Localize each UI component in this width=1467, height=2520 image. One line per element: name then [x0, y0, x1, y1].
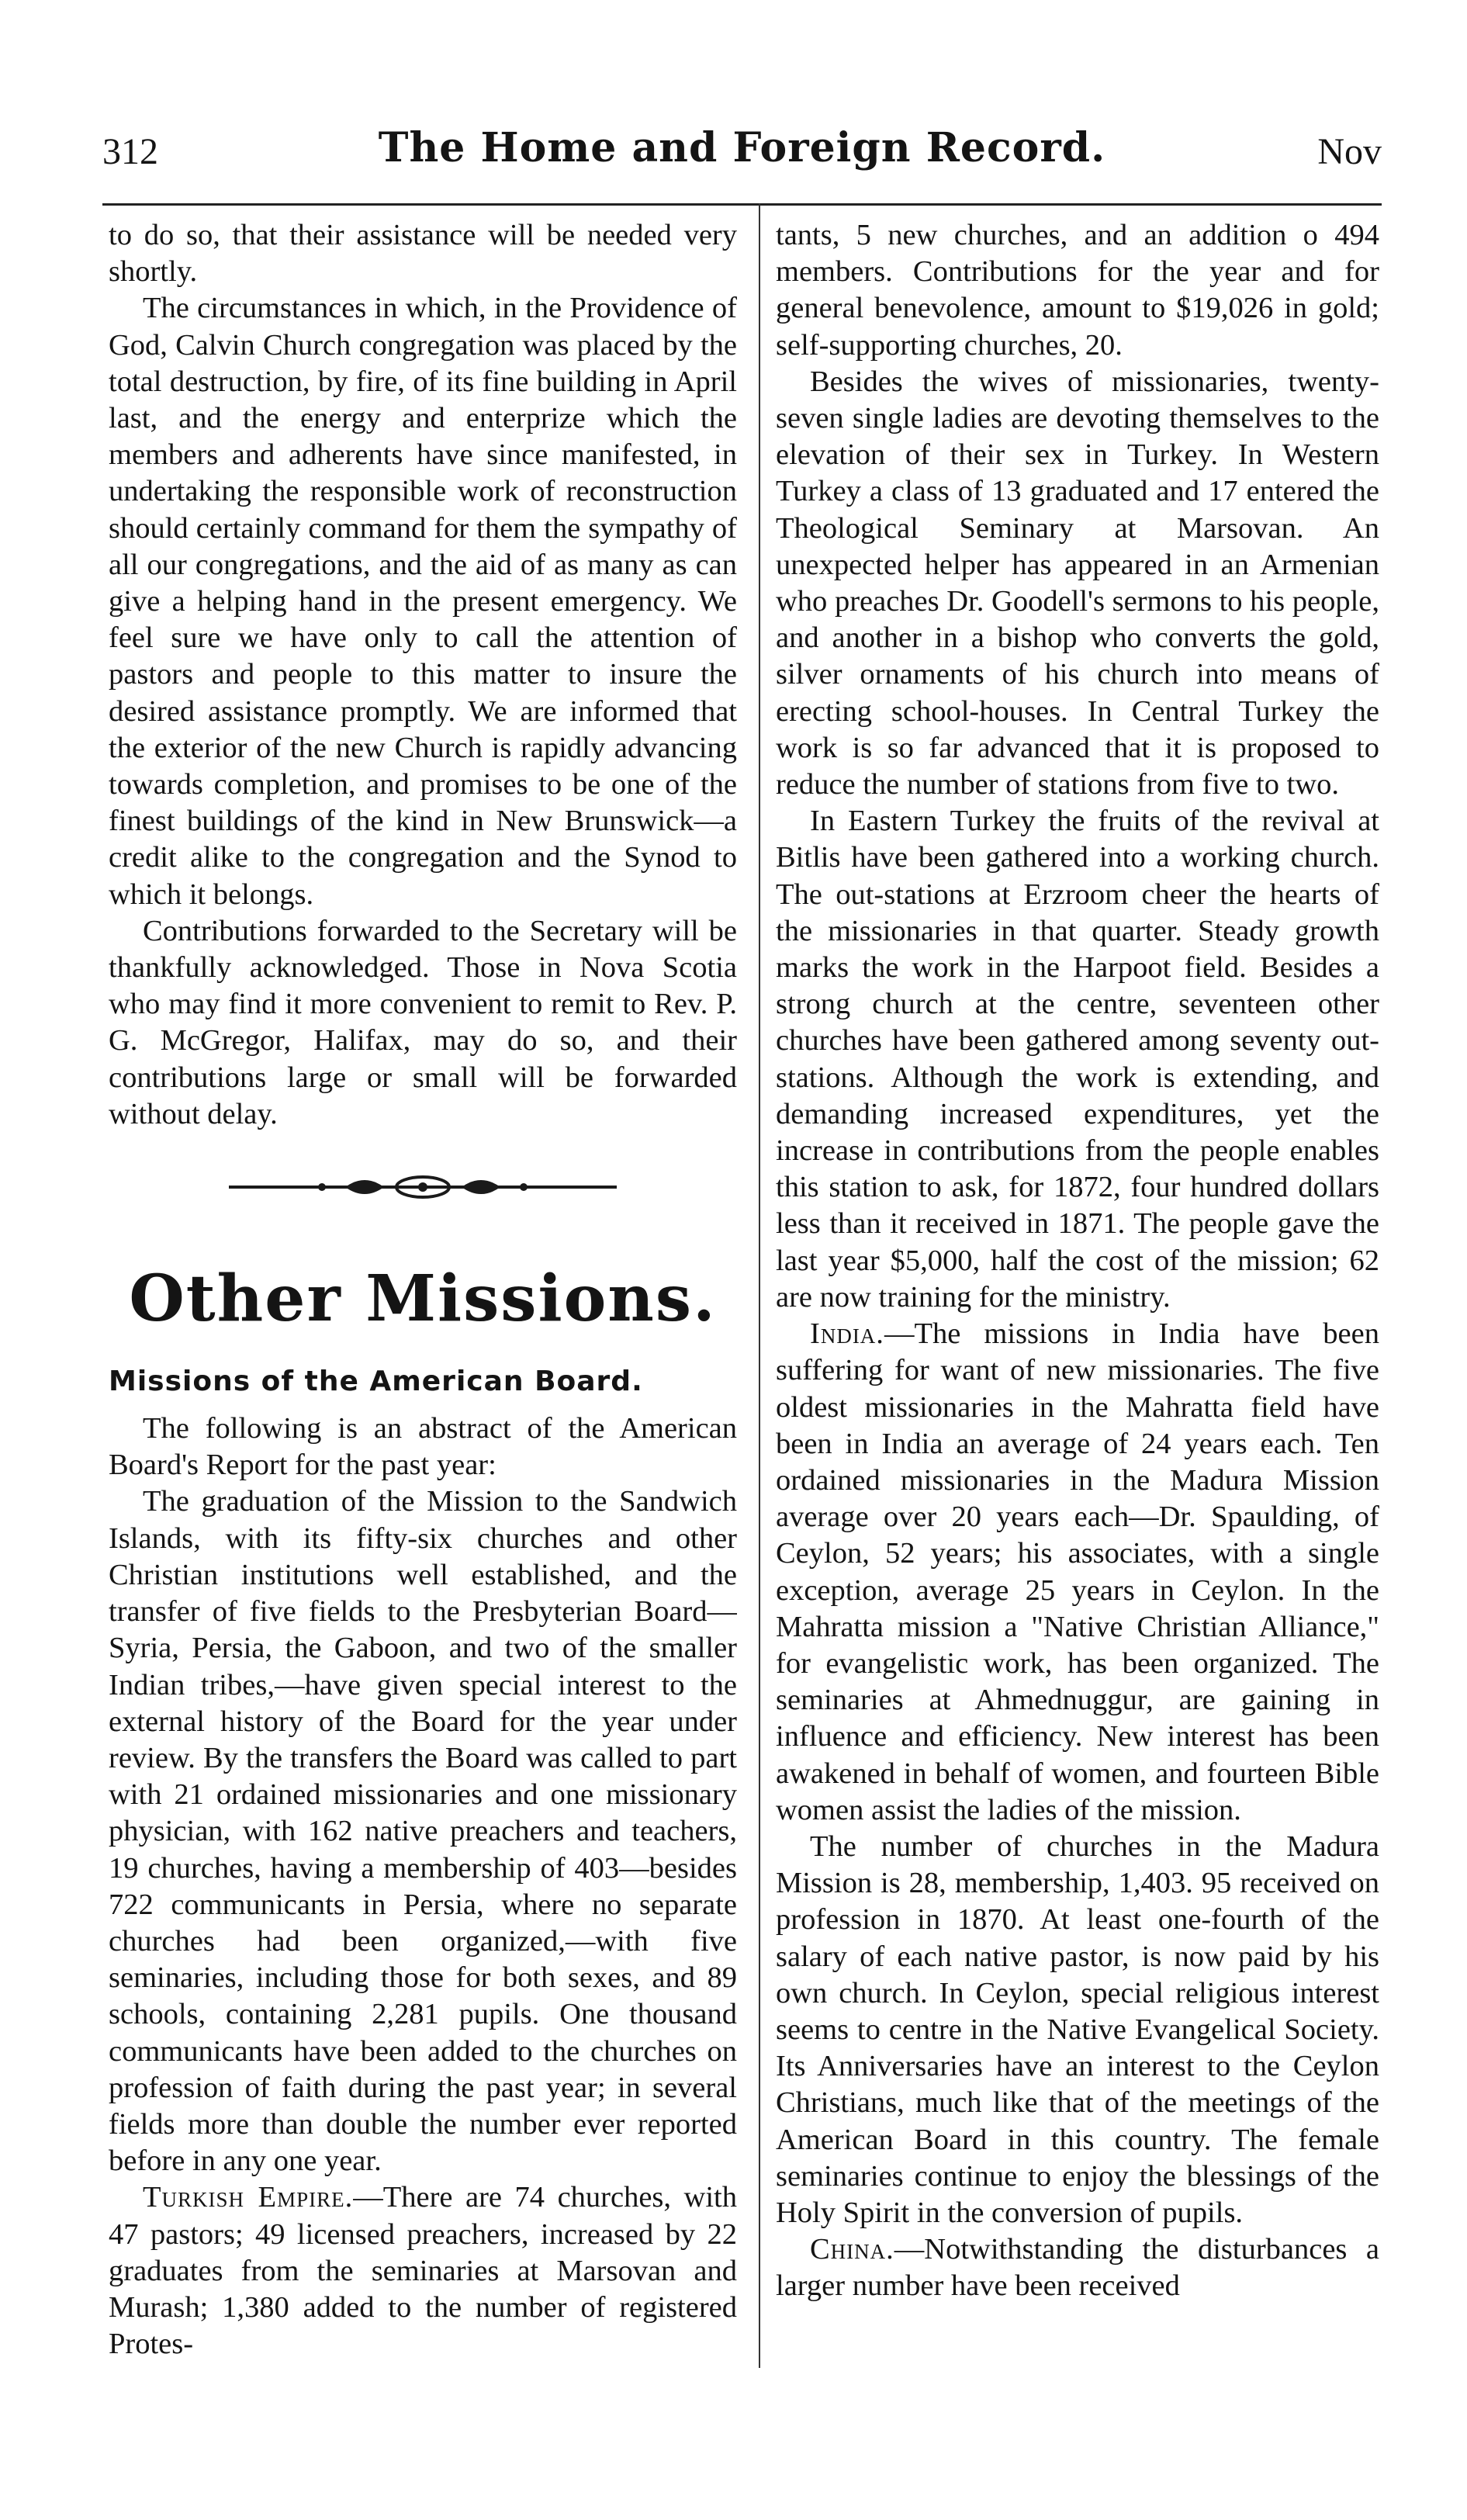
- paragraph: tants, 5 new churches, and an addition o 494 members. Contributions for the year and for general benevolence, amount to $19,026 in gold; self-supporting churches, 20.: [776, 219, 1379, 362]
- paragraph: Besides the wives of missionaries, twenty-seven single ladies are devoting themselves to the elevation of their sex in Turkey. In Western Turkey a class of 13 graduated and 17 entered the Theological Seminary at Marsovan. An unexpected helper has appeared in an Armenian who preaches Dr. Goodell's sermons to his people, and another in a bishop who converts the gold, silver ornaments of his church into means of erecting school-houses. In Central Turkey the work is so far advanced that it is proposed to reduce the number of stations from five to two.: [776, 365, 1379, 801]
- paragraph: The number of churches in the Madura Mission is 28, membership, 1,403. 95 received on profession in 1870. At least one-fourth of the salary of each native pastor, is now paid by his own church. In Ceylon, special religious interest seems to centre in the Native Evangelical Society. Its Anniversaries have an interest to the Ceylon Christians, much like that of the meetings of the American Board in this country. The female seminaries continue to enjoy the blessings of the Holy Spirit in the conversion of pupils.: [776, 1829, 1379, 2229]
- paragraph-text: —There are 74 churches, with 47 pastors; 49 licensed preachers, increased by 22 graduates from the seminaries at Marsovan and Murash; 1,380 added to the number of registered Protes-: [109, 2181, 737, 2361]
- paragraph: The graduation of the Mission to the Sandwich Islands, with its fifty-six churches and other Christian institutions well established, and the transfer of five fields to the Presbyterian Board—Syria, Persia, the Gaboon, and two of the smaller Indian tribes,—have given special interest to the external history of the Board for the year under review. By the transfers the Board was called to part with 21 ordained missionaries and one missionary physician, with 162 native preachers and teachers, 19 churches, having a membership of 403—besides 722 communicants in Persia, where no separate churches had been organized,—with five seminaries, including those for both sexes, and 89 schools, containing 2,281 pupils. One thousand communicants have been added to the churches on profession of faith during the past year; in several fields more than double the number ever reported before in any one year.: [109, 1485, 737, 2178]
- header-rule: [102, 203, 1382, 206]
- right-column: [776, 217, 1379, 2390]
- ornament-icon: [213, 1172, 632, 1203]
- paragraph: [109, 2179, 737, 2362]
- paragraph: to do so, that their assistance will be needed very shortly.: [109, 219, 737, 289]
- page-number: 312: [102, 131, 158, 172]
- paragraph-text: —The missions in India have been suffering for want of new missionaries. The five oldest missionaries in the Mahratta field have been in India an average of 24 years each. Ten ordained missionaries in the Madura Mission average over 20 years each—Dr. Spaulding, of Ceylon, 52 years; his associates, with a single exception, average 25 years in Ceylon. In the Mahratta mission a "Native Christian Alliance," for evangelistic work, has been organized. The seminaries at Ahmednuggur, are gaining in influence and efficiency. New interest has been awakened in behalf of women, and fourteen Bible women assist the ladies of the mission.: [776, 1317, 1379, 1826]
- paragraph: The circumstances in which, in the Providence of God, Calvin Church congregation was placed by the total destruction, by fire, of its fine building in April last, and the energy and enterprize which the members and adherents have since manifested, in undertaking the responsible work of reconstruction should certainly command for them the sympathy of all our congregations, and the aid of as many as can give a helping hand in the present emergency. We feel sure we have only to call the attention of pastors and people to this matter to insure the desired assistance promptly. We are informed that the exterior of the new Church is rapidly advancing towards completion, and promises to be one of the finest buildings of the kind in New Brunswick—a credit alike to the congregation and the Synod to which it belongs.: [109, 292, 737, 911]
- running-title: The Home and Foreign Record.: [378, 124, 1106, 171]
- paragraph-lead: Turkish Empire.: [143, 2181, 354, 2214]
- paragraph: [776, 1316, 1379, 1829]
- month-label: Nov: [1317, 131, 1382, 172]
- column-divider: [759, 203, 760, 2368]
- page-header: [102, 124, 1382, 194]
- paragraph: Contributions forwarded to the Secretary will be thankfully acknowledged. Those in Nova Scotia who may find it more convenient to remit to Rev. P. G. McGregor, Halifax, may do so, and their contributions large or small will be forwarded without delay.: [109, 914, 737, 1130]
- paragraph-lead: China.: [810, 2233, 894, 2266]
- paragraph: In Eastern Turkey the fruits of the revival at Bitlis have been gathered into a working church. The out-stations at Erzroom cheer the hearts of the missionaries in that quarter. Steady growth marks the work in the Harpoot field. Besides a strong church at the centre, seventeen other churches have been gathered among seventy out-stations. Although the work is extending, and demanding increased expenditures, yet the increase in contributions from the people enables this station to ask, for 1872, four hundred dollars less than it received in 1871. The people gave the last year $5,000, half the cost of the mission; 62 are now training for the ministry.: [776, 805, 1379, 1314]
- paragraph: The following is an abstract of the American Board's Report for the past year:: [109, 1412, 737, 1482]
- paragraph-lead: India.: [810, 1317, 884, 1351]
- ornamental-divider: [109, 1133, 737, 1241]
- section-title: Other Missions.: [129, 1262, 717, 1337]
- article-heading: Missions of the American Board.: [109, 1366, 643, 1398]
- paragraph-text: —Notwithstanding the disturbances a larger number have been received: [776, 2233, 1379, 2303]
- paragraph: [776, 2231, 1379, 2304]
- left-column: [109, 217, 737, 2390]
